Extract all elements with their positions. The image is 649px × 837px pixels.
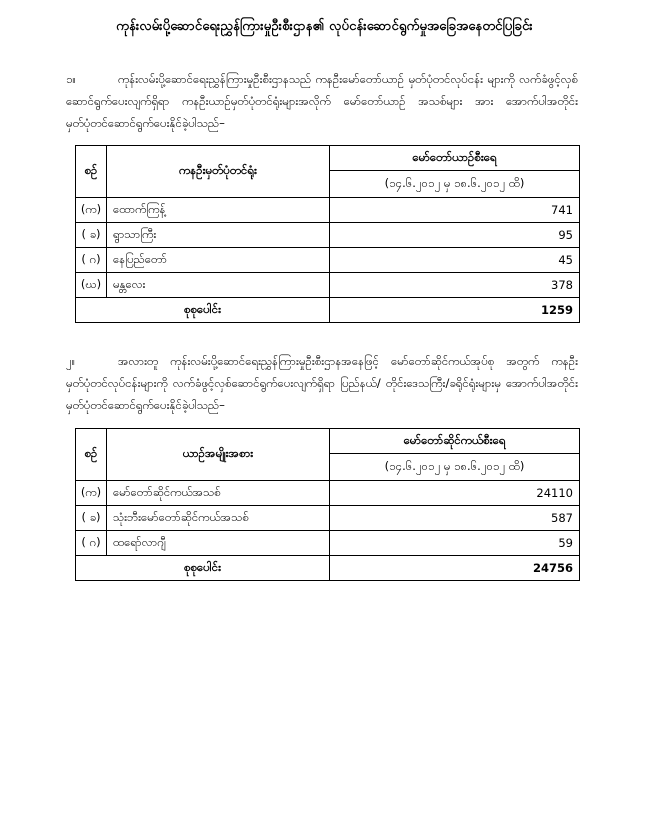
section2-text: အလားတူ ကုန်းလမ်းပို့ဆောင်ရေးညွှန်ကြားမှုဦးစီးဌာနအနေဖြင့် မော်တော်ဆိုင်ကယ်အုပ်စု အတွက် ကနဦးမှတ်ပုံတင်လုပ်ငန်းများကို လက်ခံဖွင့်လှစ်ဆောင်ရွက်ပေးလျက်ရှိရာ ပြည်နယ်/ တိုင်းဒေသကြီး/ခရိုင်ရုံးများမှ အောက်ပါအတိုင်း မှတ်ပုံတင်ဆောင်ရွက်ပေးနိုင်ခဲ့ပါသည်– bbox=[66, 354, 578, 412]
page-title: ကုန်းလမ်းပို့ဆောင်ရေးညွှန်ကြားမှုဦးစီးဌာန၏ လုပ်ငန်းဆောင်ရွက်မှုအခြေအနေတင်ပြခြင်း bbox=[116, 19, 533, 34]
table-row bbox=[76, 248, 580, 273]
section2-number: ၂။ bbox=[66, 354, 76, 368]
total-label: စုစုပေါင်း bbox=[76, 298, 330, 323]
table-total-row bbox=[76, 298, 580, 323]
row-name: နေပြည်တော် bbox=[107, 248, 330, 273]
table-total-row bbox=[76, 556, 580, 581]
row-name: မန္တလေး bbox=[107, 273, 330, 298]
row-no: (က) bbox=[76, 481, 107, 506]
total-label: စုစုပေါင်း bbox=[76, 556, 330, 581]
row-value: 741 bbox=[330, 198, 580, 223]
col-header-vehicle-type: ယာဉ်အမျိုးအစား bbox=[107, 429, 330, 481]
section1-number: ၁။ bbox=[66, 72, 76, 86]
row-value: 24110 bbox=[330, 481, 580, 506]
row-value: 378 bbox=[330, 273, 580, 298]
row-value: 59 bbox=[330, 531, 580, 556]
row-value: 95 bbox=[330, 223, 580, 248]
row-name: မော်တော်ဆိုင်ကယ်အသစ် bbox=[107, 481, 330, 506]
table-row bbox=[76, 481, 580, 506]
row-no: (ဃ) bbox=[76, 273, 107, 298]
table-row bbox=[76, 223, 580, 248]
row-no: ( ဂ) bbox=[76, 248, 107, 273]
row-no: ( ဂ) bbox=[76, 531, 107, 556]
col-header-no: စဉ် bbox=[76, 146, 107, 198]
row-name: ထောက်ကြန့် bbox=[107, 198, 330, 223]
row-name: ရွာသာကြီး bbox=[107, 223, 330, 248]
section1-text: ကုန်းလမ်းပို့ဆောင်ရေးညွှန်ကြားမှုဦးစီးဌာနသည် ကနဦးမော်တော်ယာဉ် မှတ်ပုံတင်လုပ်ငန်း များကို လက်ခံဖွင့်လှစ်ဆောင်ရွက်ပေးလျက်ရှိရာ ကနဦးယာဉ်မှတ်ပုံတင်ရုံးများအလိုက် မော်တော်ယာဉ် အသစ်များ အား အောက်ပါအတိုင်း မှတ်ပုံတင်ဆောင်ရွက်ပေးနိုင်ခဲ့ပါသည်– bbox=[66, 72, 578, 130]
col-header-no: စဉ် bbox=[76, 429, 107, 481]
row-name: ထရော်လာဂျီ bbox=[107, 531, 330, 556]
table-row bbox=[76, 506, 580, 531]
row-no: ( ခ) bbox=[76, 223, 107, 248]
row-no: (က) bbox=[76, 198, 107, 223]
row-no: ( ခ) bbox=[76, 506, 107, 531]
row-name: သုံးဘီးမော်တော်ဆိုင်ကယ်အသစ် bbox=[107, 506, 330, 531]
table-row bbox=[76, 273, 580, 298]
section1-paragraph bbox=[66, 68, 578, 134]
row-value: 45 bbox=[330, 248, 580, 273]
table-header-row bbox=[76, 146, 580, 171]
section2-paragraph bbox=[66, 350, 578, 416]
table-row bbox=[76, 198, 580, 223]
table-header-row bbox=[76, 429, 580, 454]
registration-office-table bbox=[75, 145, 580, 323]
row-value: 587 bbox=[330, 506, 580, 531]
total-value: 24756 bbox=[330, 556, 580, 581]
total-value: 1259 bbox=[330, 298, 580, 323]
col-header-office: ကနဦးမှတ်ပုံတင်ရုံး bbox=[107, 146, 330, 198]
col-header-period: (၁၄.၆.၂၀၁၂ မှ ၁၈.၆.၂၀၁၂ ထိ) bbox=[330, 454, 580, 481]
col-header-period: (၁၄.၆.၂၀၁၂ မှ ၁၈.၆.၂၀၁၂ ထိ) bbox=[330, 171, 580, 198]
col-header-motorcycle-count: မော်တော်ဆိုင်ကယ်စီးရေ bbox=[330, 429, 580, 454]
col-header-vehicle-count: မော်တော်ယာဉ်စီးရေ bbox=[330, 146, 580, 171]
motorcycle-type-table bbox=[75, 428, 580, 581]
table-row bbox=[76, 531, 580, 556]
